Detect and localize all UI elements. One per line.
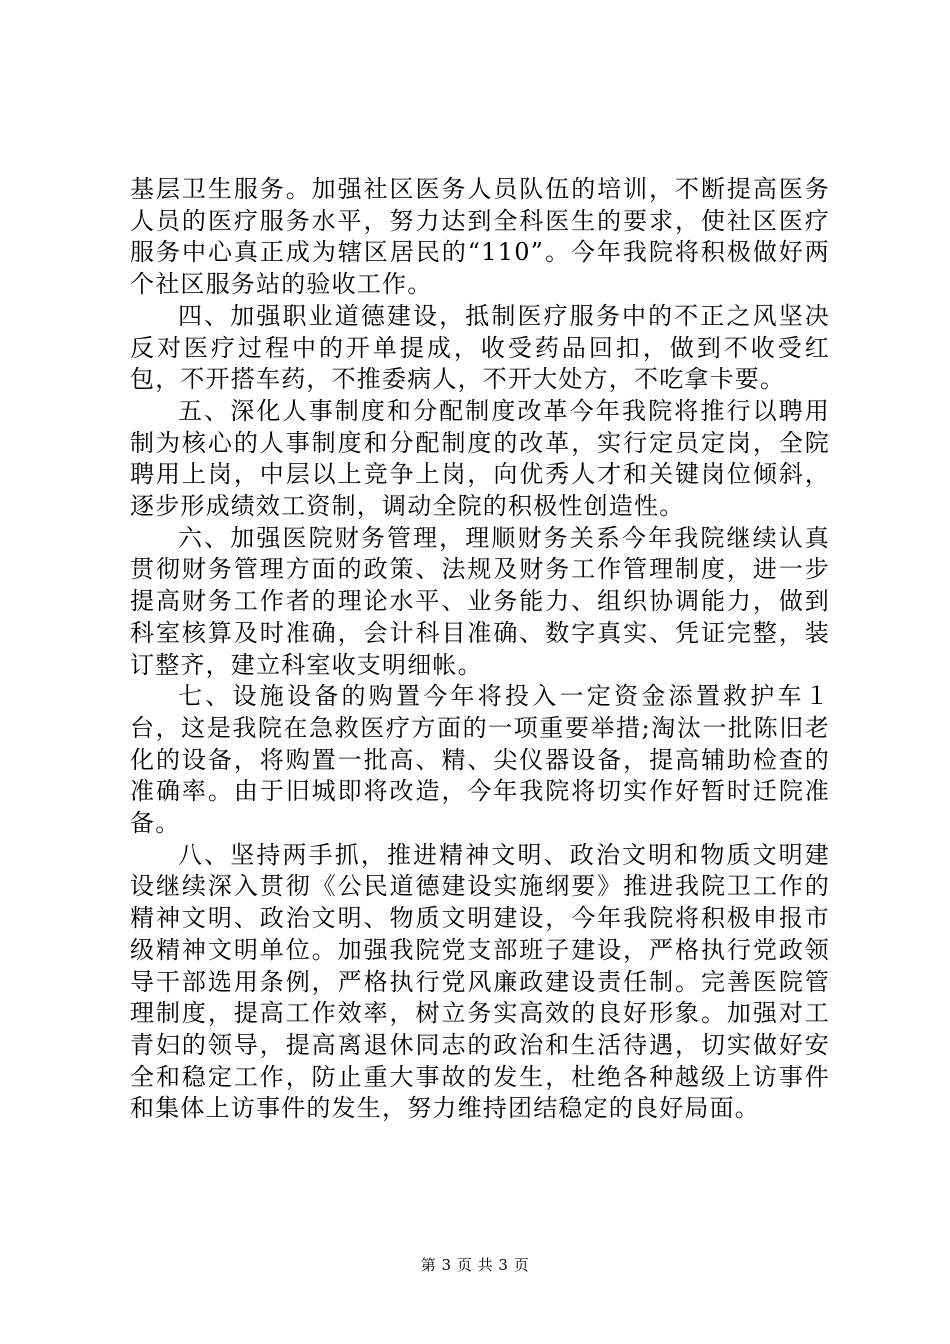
paragraph-section-6: 六、加强医院财务管理，理顺财务关系今年我院继续认真贯彻财务管理方面的政策、法规及财务工作管理制度，进一步提高财务工作者的理论水平、业务能力、组织协调能力，做到科室核算及时准确，会计科目准确、数字真实、凭证完整，装订整齐，建立科室收支明细帐。 — [130, 523, 830, 679]
paragraph-continuation: 基层卫生服务。加强社区医务人员队伍的培训，不断提高医务人员的医疗服务水平，努力达到全科医生的要求，使社区医疗服务中心真正成为辖区居民的“110”。今年我院将积极做好两个社区服务站的验收工作。 — [130, 175, 830, 299]
page-number-footer: 第 3 页 共 3 页 — [420, 1256, 530, 1274]
paragraph-section-7: 七、设施设备的购置今年将投入一定资金添置救护车１台，这是我院在急救医疗方面的一项重要举措;淘汰一批陈旧老化的设备，将购置一批高、精、尖仪器设备，提高辅助检查的准确率。由于旧城即将改造，今年我院将切实作好暂时迁院准备。 — [130, 682, 830, 838]
paragraph-section-8: 八、坚持两手抓，推进精神文明、政治文明和物质文明建设继续深入贯彻《公民道德建设实施纲要》推进我院卫工作的精神文明、政治文明、物质文明建设，今年我院将积极申报市级精神文明单位。加强我院党支部班子建设，严格执行党政领导干部选用条例，严格执行党风廉政建设责任制。完善医院管理制度，提高工作效率，树立务实高效的良好形象。加强对工青妇的领导，提高离退休同志的政治和生活待遇，切实做好安全和稳定工作，防止重大事故的发生，杜绝各种越级上访事件和集体上访事件的发生，努力维持团结稳定的良好局面。 — [130, 840, 830, 1123]
paragraph-section-4: 四、加强职业道德建设，抵制医疗服务中的不正之风坚决反对医疗过程中的开单提成，收受药品回扣，做到不收受红包，不开搭车药，不推委病人，不开大处方，不吃拿卡要。 — [130, 301, 830, 394]
paragraph-section-5: 五、深化人事制度和分配制度改革今年我院将推行以聘用制为核心的人事制度和分配制度的改革，实行定员定岗，全院聘用上岗，中层以上竞争上岗，向优秀人才和关键岗位倾斜，逐步形成绩效工资制，调动全院的积极性创造性。 — [130, 396, 830, 521]
document-body — [130, 174, 830, 1125]
